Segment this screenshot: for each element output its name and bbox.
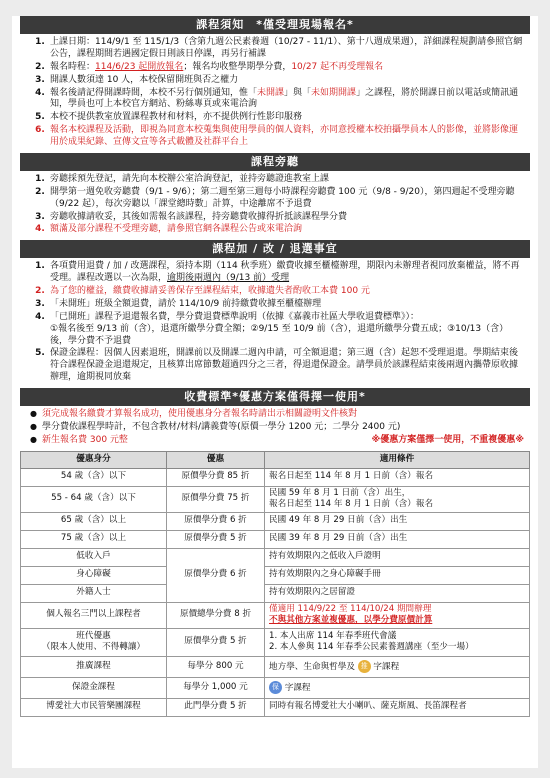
notice-highlight: 未開課 bbox=[257, 87, 285, 98]
discount-cell: 原價學分費 85 折 bbox=[167, 468, 265, 486]
fees-exclusive-note: ※優惠方案僅擇一使用，不重複優惠※ bbox=[371, 434, 524, 445]
table-row bbox=[21, 468, 530, 486]
list-item bbox=[48, 88, 524, 112]
condition-line: 1. 本人出席 114 年春季班代會議 bbox=[269, 630, 397, 641]
fees-header bbox=[20, 388, 530, 406]
refund-subtext: ①報名後至 9/13 前（含），退還所繳學分費全額；②9/15 至 10/9 前（含），退還所繳學分費五成；③10/13（含）後，學分費不予退費 bbox=[50, 323, 509, 346]
fees-bullet-text: 須完成報名繳費才算報名成功，使用優惠身分者報名時請出示相關證明文件核對 bbox=[42, 409, 358, 419]
condition-cell: 同時有報名博愛社大小喇叭、薩克斯風、長笛課程者 bbox=[265, 698, 530, 716]
list-item bbox=[48, 348, 524, 384]
identity-cell: 55 - 64 歲（含）以下 bbox=[21, 486, 167, 512]
refund-text: 保證金課程：因個人因素退班，開課前以及開課二週內申請，可全額退還；第三週（含）起恕不受理退還。學期結束後符合課程保證金退還規定，且核算出席節數超過四分之三者，得退還保證金。請學員於該課程結束後兩週內攜帶原收據辦理，逾期視同放棄 bbox=[50, 348, 519, 383]
condition-cell bbox=[265, 602, 530, 628]
fees-bullet-text: ● 新生報名費 300 元整 bbox=[42, 434, 128, 445]
notice-text: 報名時程： bbox=[50, 61, 96, 72]
table-row bbox=[21, 486, 530, 512]
audit-text: 額滿及部分課程不受理旁聽，請參照官網各課程公告或來電洽詢 bbox=[50, 224, 303, 235]
table-row bbox=[21, 602, 530, 628]
refund-title: 課程加 / 改 / 退選事宜 bbox=[212, 241, 338, 255]
discount-cell: 原價總學分費 8 折 bbox=[167, 602, 265, 628]
list-item bbox=[48, 286, 524, 298]
identity-cell bbox=[21, 628, 167, 656]
notice-text: 報名本校課程及活動，即視為同意本校蒐集與使用學員的個人資料，亦同意授權本校拍攝學員本人的影像，並將影像運用於成果紀錄、宣傳文宣等各式載體及社群平台上 bbox=[50, 125, 519, 147]
promo-badge-icon: 推 bbox=[358, 660, 371, 673]
list-item bbox=[48, 312, 524, 348]
discount-cell: 每學分 800 元 bbox=[167, 656, 265, 677]
table-row bbox=[21, 656, 530, 677]
table-row bbox=[21, 530, 530, 548]
notice-highlight: 10/27 起不再受理報名 bbox=[291, 61, 384, 72]
list-item bbox=[48, 187, 524, 211]
condition-text: 字課程 bbox=[284, 682, 311, 693]
audit-header bbox=[20, 153, 530, 171]
identity-cell: 個人報名三門以上課程者 bbox=[21, 602, 167, 628]
discount-cell: 原價學分費 5 折 bbox=[167, 530, 265, 548]
condition-cell bbox=[265, 486, 530, 512]
identity-line: 班代優惠 bbox=[76, 630, 111, 641]
discount-cell: 原價學分費 5 折 bbox=[167, 628, 265, 656]
condition-text: 地方學、生命與哲學及 bbox=[269, 661, 355, 672]
audit-title: 課程旁聽 bbox=[251, 154, 299, 168]
condition-cell: 持有效期限內之低收入戶證明 bbox=[265, 548, 530, 566]
refund-underline: 逾期後兩週內（9/13 前）受理 bbox=[167, 273, 290, 284]
table-header-row bbox=[21, 451, 530, 468]
list-item bbox=[30, 435, 524, 447]
discount-table bbox=[20, 451, 530, 717]
identity-line: （限本人使用、不得轉讓） bbox=[41, 642, 146, 653]
list-item bbox=[30, 409, 524, 421]
list-item bbox=[48, 212, 524, 224]
notice-text: 本校不提供教室放置課程教材和材料，亦不提供例行性影印服務 bbox=[50, 112, 303, 123]
table-row bbox=[21, 584, 530, 602]
refund-text: 為了您的權益，繳費收據請妥善保存至課程結束，收據遺失者酌收工本費 100 元 bbox=[50, 286, 370, 296]
audit-text: 旁聽收據請收妥，其後如需報名該課程，持旁聽費收據得折抵該課程學分費 bbox=[50, 211, 348, 222]
col-header: 優惠身分 bbox=[21, 451, 167, 468]
discount-cell: 此門學分費 5 折 bbox=[167, 698, 265, 716]
condition-cell bbox=[265, 628, 530, 656]
fees-bullet-text: 學分費依課程學時計，不包含教材/材料/講義費等(原價一學分 1200 元；二學分 2400 元) bbox=[42, 421, 401, 432]
notice-title: 課程須知 *僅受理現場報名* bbox=[196, 17, 354, 31]
notice-highlight: 114/6/23 起開放報名 bbox=[95, 61, 184, 72]
identity-cell: 外籍人士 bbox=[21, 584, 167, 602]
identity-cell: 65 歲（含）以上 bbox=[21, 512, 167, 530]
discount-cell: 原價學分費 6 折 bbox=[167, 548, 265, 602]
list-item bbox=[48, 224, 524, 236]
table-row bbox=[21, 548, 530, 566]
condition-cell: 持有效期限內之居留證 bbox=[265, 584, 530, 602]
discount-cell: 原價學分費 75 折 bbox=[167, 486, 265, 512]
list-item bbox=[30, 422, 524, 434]
condition-line: 僅適用 114/9/22 至 114/10/24 期間辦理 bbox=[269, 603, 432, 614]
condition-line: 報名日起至 114 年 8 月 1 日前（含）報名 bbox=[269, 499, 434, 510]
notice-highlight: 未如期開課 bbox=[311, 87, 357, 98]
condition-cell bbox=[265, 677, 530, 698]
list-item bbox=[48, 62, 524, 74]
condition-cell: 報名日起至 114 年 8 月 1 日前（含）報名 bbox=[265, 468, 530, 486]
discount-cell: 原價學分費 6 折 bbox=[167, 512, 265, 530]
table-row bbox=[21, 677, 530, 698]
list-item bbox=[48, 174, 524, 186]
condition-line: 不與其他方案並複優惠，以學分費原價計算 bbox=[269, 615, 433, 626]
identity-cell: 保證金課程 bbox=[21, 677, 167, 698]
notice-text: 報名後請記得開課時間，本校不另行個別通知，惟「 bbox=[50, 87, 258, 98]
refund-list bbox=[48, 261, 524, 384]
list-item bbox=[48, 37, 524, 61]
identity-cell: 54 歲（含）以下 bbox=[21, 468, 167, 486]
audit-text: 開學第一週免收旁聽費（9/1 - 9/6）；第二週至第三週每小時課程旁聽費 100 元（9/8 - 9/20），第四週起不受理旁聽（9/22 起），每次旁聽以「課堂總時數」計算，中途離席不予退費 bbox=[50, 186, 515, 209]
audit-text: 旁聽採預先登記，請先向本校辦公室洽詢登記，並持旁聽證進教室上課 bbox=[50, 173, 330, 184]
notice-text: ；報名均收整學期學分費， bbox=[183, 61, 292, 72]
notice-text: 開課人數須達 10 人，本校保留開班與否之權力 bbox=[50, 74, 239, 85]
list-item bbox=[48, 261, 524, 285]
identity-cell: 75 歲（含）以上 bbox=[21, 530, 167, 548]
identity-cell: 身心障礙 bbox=[21, 566, 167, 584]
col-header: 優惠 bbox=[167, 451, 265, 468]
deposit-badge-icon: 保 bbox=[269, 681, 282, 694]
condition-cell: 民國 39 年 8 月 29 日前（含）出生 bbox=[265, 530, 530, 548]
fees-bullets bbox=[30, 409, 524, 447]
refund-text: 「已開班」課程予退還報名費，學分費退費標準說明（依據《嘉義市社區大學收退費標準》）： bbox=[50, 311, 420, 322]
table-row bbox=[21, 512, 530, 530]
identity-cell: 推廣課程 bbox=[21, 656, 167, 677]
identity-cell: 博愛社大市民管樂團課程 bbox=[21, 698, 167, 716]
table-row bbox=[21, 566, 530, 584]
discount-cell: 每學分 1,000 元 bbox=[167, 677, 265, 698]
notice-text: 」之課程，將於開課日前以電話或簡訊通知，學員也可上本校官方網站、粉絲專頁或來電洽詢 bbox=[50, 87, 519, 110]
table-row bbox=[21, 628, 530, 656]
notice-text: 上課日期：114/9/1 至 115/1/3（含第九週公民素養週（10/27 - 11/1）、第十八週成果週），詳細課程規劃請參照官網公告，課程期間若遇國定假日則該日停課，再另行補課 bbox=[50, 37, 523, 59]
course-info-page bbox=[12, 16, 538, 768]
col-header: 適用條件 bbox=[265, 451, 530, 468]
list-item bbox=[48, 112, 524, 124]
list-item bbox=[48, 125, 524, 149]
notice-header bbox=[20, 16, 530, 34]
table-row bbox=[21, 698, 530, 716]
refund-header bbox=[20, 240, 530, 258]
notice-list bbox=[48, 37, 524, 149]
condition-cell: 民國 49 年 8 月 29 日前（含）出生 bbox=[265, 512, 530, 530]
list-item bbox=[48, 75, 524, 87]
condition-line: 2. 本人參與 114 年春季公民素養週講座（至少一場） bbox=[269, 642, 474, 653]
identity-cell: 低收入戶 bbox=[21, 548, 167, 566]
condition-line: 民國 59 年 8 月 1 日前（含）出生， bbox=[269, 487, 411, 498]
refund-text: 「未開班」班級全額退費，請於 114/10/9 前持繳費收據至櫃檯辦理 bbox=[50, 298, 322, 309]
condition-cell: 持有效期限內之身心障礙手冊 bbox=[265, 566, 530, 584]
condition-text: 字課程 bbox=[373, 661, 400, 672]
refund-text: 各項費用退費 / 加 / 改選課程，須持本期（114 秋季班）繳費收據至櫃檯辦理，期限內未辦理者視同放棄權益，將不再受理。課程改選以一次為限， bbox=[50, 261, 520, 284]
condition-cell bbox=[265, 656, 530, 677]
list-item bbox=[48, 299, 524, 311]
audit-list bbox=[48, 174, 524, 236]
notice-text: 」與「 bbox=[284, 87, 312, 98]
fees-title: 收費標準*優惠方案僅得擇一使用* bbox=[184, 389, 366, 403]
